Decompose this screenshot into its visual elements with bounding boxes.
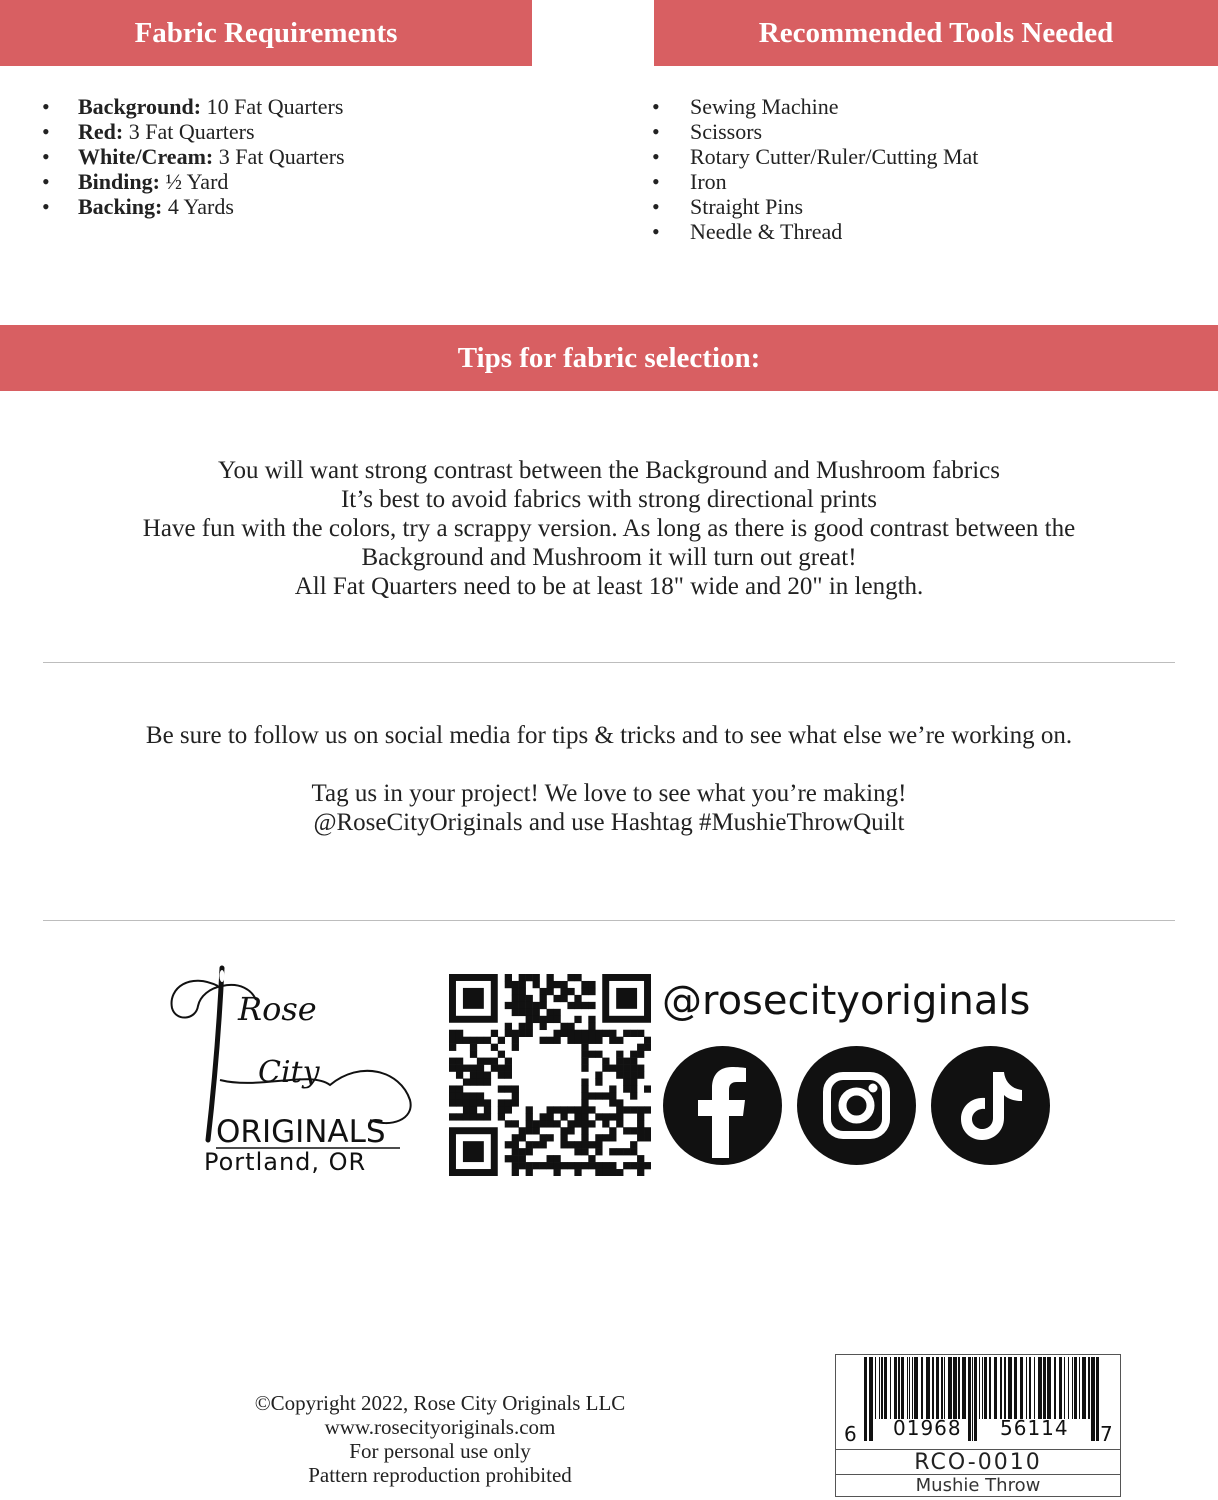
list-item <box>42 144 345 169</box>
copyright-line: For personal use only <box>349 1439 531 1463</box>
qr-code-graphic <box>449 974 651 1176</box>
barcode-digit-last: 7 <box>1100 1422 1113 1446</box>
barcode-label <box>835 1354 1121 1497</box>
fabric-requirements-list <box>42 94 345 219</box>
item-value: 3 Fat Quarters <box>123 119 255 144</box>
facebook-icon[interactable] <box>663 1046 782 1165</box>
list-item <box>42 94 345 119</box>
logo-graphic <box>160 960 430 1180</box>
item-label: Background: <box>78 94 202 119</box>
tip-line: Background and Mushroom it will turn out great! <box>361 544 857 571</box>
tips-text <box>0 456 1218 601</box>
product-name: Mushie Throw <box>836 1474 1120 1497</box>
list-item: • Iron <box>652 169 978 194</box>
follow-text: Be sure to follow us on social media for tips & tricks and to see what else we’re working on. <box>145 722 1073 749</box>
qr-code[interactable] <box>449 974 651 1176</box>
item-value: ½ Yard <box>159 169 229 194</box>
fabric-requirements-title: Fabric Requirements <box>134 16 398 49</box>
item-label: Red: <box>78 119 124 144</box>
tip-line: It’s best to avoid fabrics with strong directional prints <box>340 486 877 513</box>
tips-title: Tips for fabric selection: <box>457 341 761 374</box>
fabric-requirements-banner <box>0 0 532 66</box>
tips-banner <box>0 325 1218 391</box>
item-value: 10 Fat Quarters <box>201 94 344 119</box>
tip-line: Have fun with the colors, try a scrappy version. As long as there is good contrast between the <box>142 515 1076 542</box>
logo-location: Portland, OR <box>204 1148 367 1176</box>
tools-title: Recommended Tools Needed <box>758 16 1114 49</box>
item-label: White/Cream: <box>78 144 214 169</box>
list-item: • Sewing Machine <box>652 94 978 119</box>
list-item: • Rotary Cutter/Ruler/Cutting Mat <box>652 144 978 169</box>
item-value: 3 Fat Quarters <box>213 144 345 169</box>
copyright-line: ©Copyright 2022, Rose City Originals LLC <box>254 1391 626 1415</box>
copyright-line: Pattern reproduction prohibited <box>308 1463 572 1487</box>
tiktok-icon[interactable] <box>931 1046 1050 1165</box>
tag-line: @RoseCityOriginals and use Hashtag #MushieThrowQuilt <box>313 809 905 836</box>
item-label: Backing: <box>78 194 163 219</box>
tools-banner <box>654 0 1218 66</box>
list-item <box>42 169 345 194</box>
tag-text <box>0 779 1218 837</box>
barcode-digit-first: 6 <box>844 1422 857 1446</box>
rose-city-originals-logo <box>160 960 430 1180</box>
divider <box>43 662 1175 663</box>
logo-word-rose: Rose <box>238 990 317 1028</box>
divider <box>43 920 1175 921</box>
list-item: • Needle & Thread <box>652 219 978 244</box>
list-item: • Straight Pins <box>652 194 978 219</box>
item-label: Binding: <box>78 169 160 194</box>
barcode-digits-right: 56114 <box>1000 1416 1069 1440</box>
website-link[interactable]: www.rosecityoriginals.com <box>324 1415 556 1439</box>
copyright-block <box>190 1391 690 1487</box>
list-item <box>42 119 345 144</box>
social-handle[interactable]: @rosecityoriginals <box>662 978 1031 1024</box>
sku-number: RCO-0010 <box>836 1449 1120 1476</box>
list-item <box>42 194 345 219</box>
logo-word-originals: ORIGINALS <box>216 1114 386 1150</box>
tag-line: Tag us in your project! We love to see what you’re making! <box>311 780 907 807</box>
instagram-icon[interactable] <box>797 1046 916 1165</box>
logo-word-city: City <box>258 1055 320 1090</box>
tip-line: All Fat Quarters need to be at least 18" wide and 20" in length. <box>294 573 924 600</box>
tip-line: You will want strong contrast between the Background and Mushroom fabrics <box>217 457 1001 484</box>
tools-list <box>652 94 978 244</box>
barcode-digits-left: 01968 <box>893 1416 962 1440</box>
item-value: 4 Yards <box>162 194 234 219</box>
barcode-bars <box>836 1355 1120 1449</box>
list-item: • Scissors <box>652 119 978 144</box>
